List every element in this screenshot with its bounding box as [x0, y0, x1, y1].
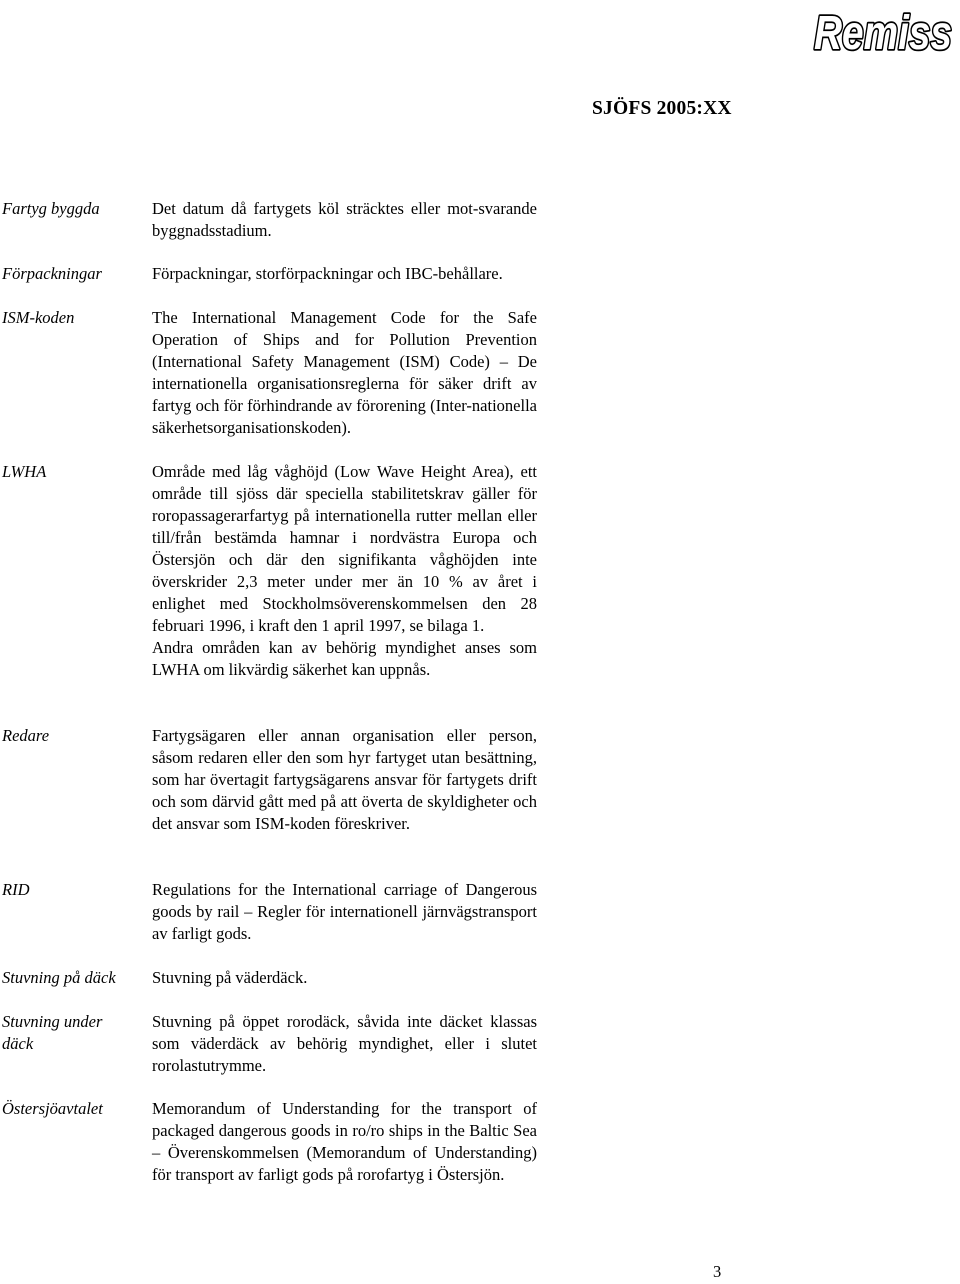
- definition-text: Stuvning på öppet rorodäck, såvida inte däcket klassas som väderdäck av behörig myndighet, eller i slutet rorolastutrymme.: [152, 1012, 537, 1075]
- definition-term: LWHA: [2, 462, 47, 481]
- definition-text: The International Management Code for the Safe Operation of Ships and for Pollution Prevention (International Safety Management (ISM) Code) – De internationella organisationsreglerna för säker drift av fartyg och för förhindrande av förorening (Inter-nationella säkerhetsorganisationskoden).: [152, 308, 537, 437]
- definition-text: Stuvning på väderdäck.: [152, 968, 308, 987]
- definition-text: Det datum då fartygets köl sträcktes eller mot-svarande byggnadsstadium.: [152, 199, 537, 240]
- definition-term: Redare: [2, 726, 50, 745]
- definition-text: Område med låg våghöjd (Low Wave Height Area), ett område till sjöss där speciella stabilitetskrav gäller för roropassagerarfartyg på internationella rutter mellan eller till/från bestämda hamnar i nordvästra Europa och Östersjön och där den signifikanta våghöjden inte överskrider 2,3 meter under mer än 10 % av året i enlighet med Stockholmsöverenskommelsen den 28 februari 1996, i kraft den 1 april 1997, se bilaga 1.: [152, 462, 537, 635]
- page-number: 3: [713, 1262, 722, 1281]
- definition-text: Fartygsägaren eller annan organisation eller person, såsom redaren eller den som hyr fartyget utan besättning, som har övertagit fartygsägarens ansvar för fartygets drift och som därvid gått med på att överta de skyldigheter och det ansvar som ISM-koden föreskriver.: [152, 726, 537, 833]
- definition-term: Stuvning på däck: [2, 968, 116, 987]
- svg-text:Remiss: Remiss: [814, 7, 952, 58]
- definition-term: Förpackningar: [2, 264, 102, 283]
- definition-text: Regulations for the International carriage of Dangerous goods by rail – Regler för internationell järnvägstransport av farligt gods.: [152, 880, 537, 943]
- definition-term: Stuvning under däck: [2, 1012, 103, 1053]
- definition-term: RID: [2, 880, 30, 899]
- document-id: SJÖFS 2005:XX: [592, 98, 732, 119]
- definition-text: Förpackningar, storförpackningar och IBC-behållare.: [152, 264, 503, 283]
- definition-text: Memorandum of Understanding for the transport of packaged dangerous goods in ro/ro ships in the Baltic Sea – Överenskommelsen (Memorandum of Understanding) för transport av farligt gods på rorofartyg i Östersjön.: [152, 1099, 537, 1184]
- remiss-stamp-logo: [810, 2, 956, 58]
- definition-text-block: [152, 461, 537, 681]
- definition-term: Östersjöavtalet: [2, 1099, 103, 1118]
- definition-term: Fartyg byggda: [2, 199, 100, 218]
- definition-term: ISM-koden: [2, 308, 75, 327]
- definition-text-continued: Andra områden kan av behörig myndighet anses som LWHA om likvärdig säkerhet kan uppnås.: [152, 638, 537, 679]
